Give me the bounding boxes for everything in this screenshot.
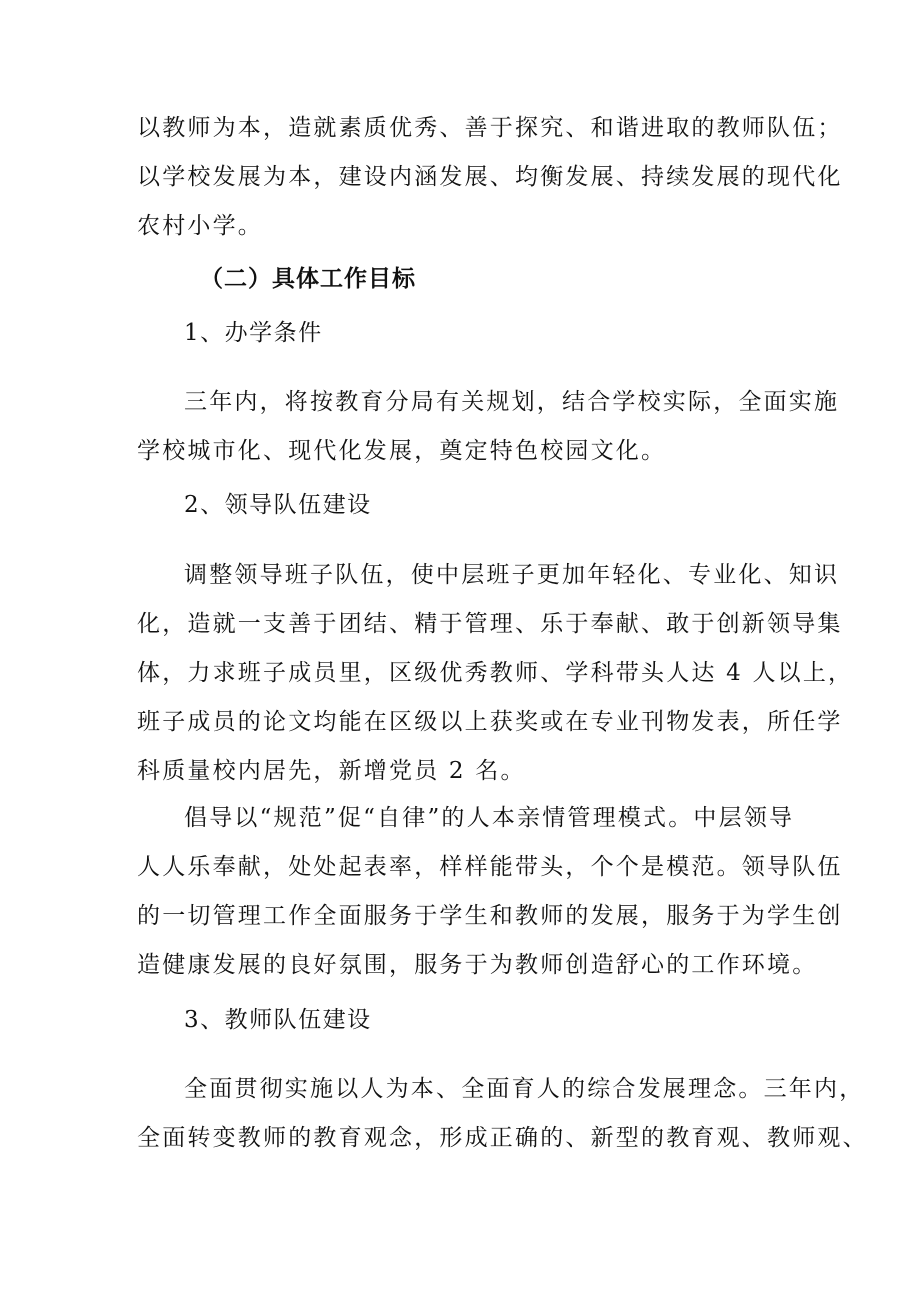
section1-line-1: 三年内，将按教育分局有关规划，结合学校实际，全面实施 <box>184 389 840 415</box>
section2-p2-line-2: 人人乐奉献，处处起表率，样样能带头，个个是模范。领导队伍 <box>137 854 843 880</box>
section2-p1-line-5: 科质量校内居先，新增党员 2 名。 <box>137 758 526 784</box>
section1-title: 1、办学条件 <box>184 320 323 346</box>
section-heading: （二）具体工作目标 <box>200 266 416 292</box>
section2-p1-line-3: 体，力求班子成员里，区级优秀教师、学科带头人达 4 人以上， <box>137 660 854 686</box>
section3-title: 3、教师队伍建设 <box>184 1007 372 1033</box>
section2-p1-line-2: 化，造就一支善于团结、精于管理、乐于奉献、敢于创新领导集 <box>137 611 843 637</box>
section3-line-1: 全面贯彻实施以人为本、全面育人的综合发展理念。三年内， <box>184 1076 865 1102</box>
section2-title: 2、领导队伍建设 <box>184 492 372 518</box>
intro-line-1: 以教师为本，造就素质优秀、善于探究、和谐进取的教师队伍； <box>137 115 843 141</box>
section2-p2-line-4: 造健康发展的良好氛围，服务于为教师创造舒心的工作环境。 <box>137 952 818 978</box>
section2-p1-line-1: 调整领导班子队伍，使中层班子更加年轻化、专业化、知识 <box>184 562 840 588</box>
section2-p2-line-3: 的一切管理工作全面服务于学生和教师的发展，服务于为学生创 <box>137 903 843 929</box>
intro-line-2: 以学校发展为本，建设内涵发展、均衡发展、持续发展的现代化 <box>137 164 843 190</box>
section1-line-2: 学校城市化、现代化发展，奠定特色校园文化。 <box>137 438 667 464</box>
section2-p2-line-1: 倡导以“规范”促“自律”的人本亲情管理模式。中层领导 <box>184 805 795 831</box>
intro-line-3: 农村小学。 <box>137 213 263 239</box>
section3-line-2: 全面转变教师的教育观念，形成正确的、新型的教育观、教师观、 <box>137 1125 868 1151</box>
section2-p1-line-4: 班子成员的论文均能在区级以上获奖或在专业刊物发表，所任学 <box>137 709 843 735</box>
